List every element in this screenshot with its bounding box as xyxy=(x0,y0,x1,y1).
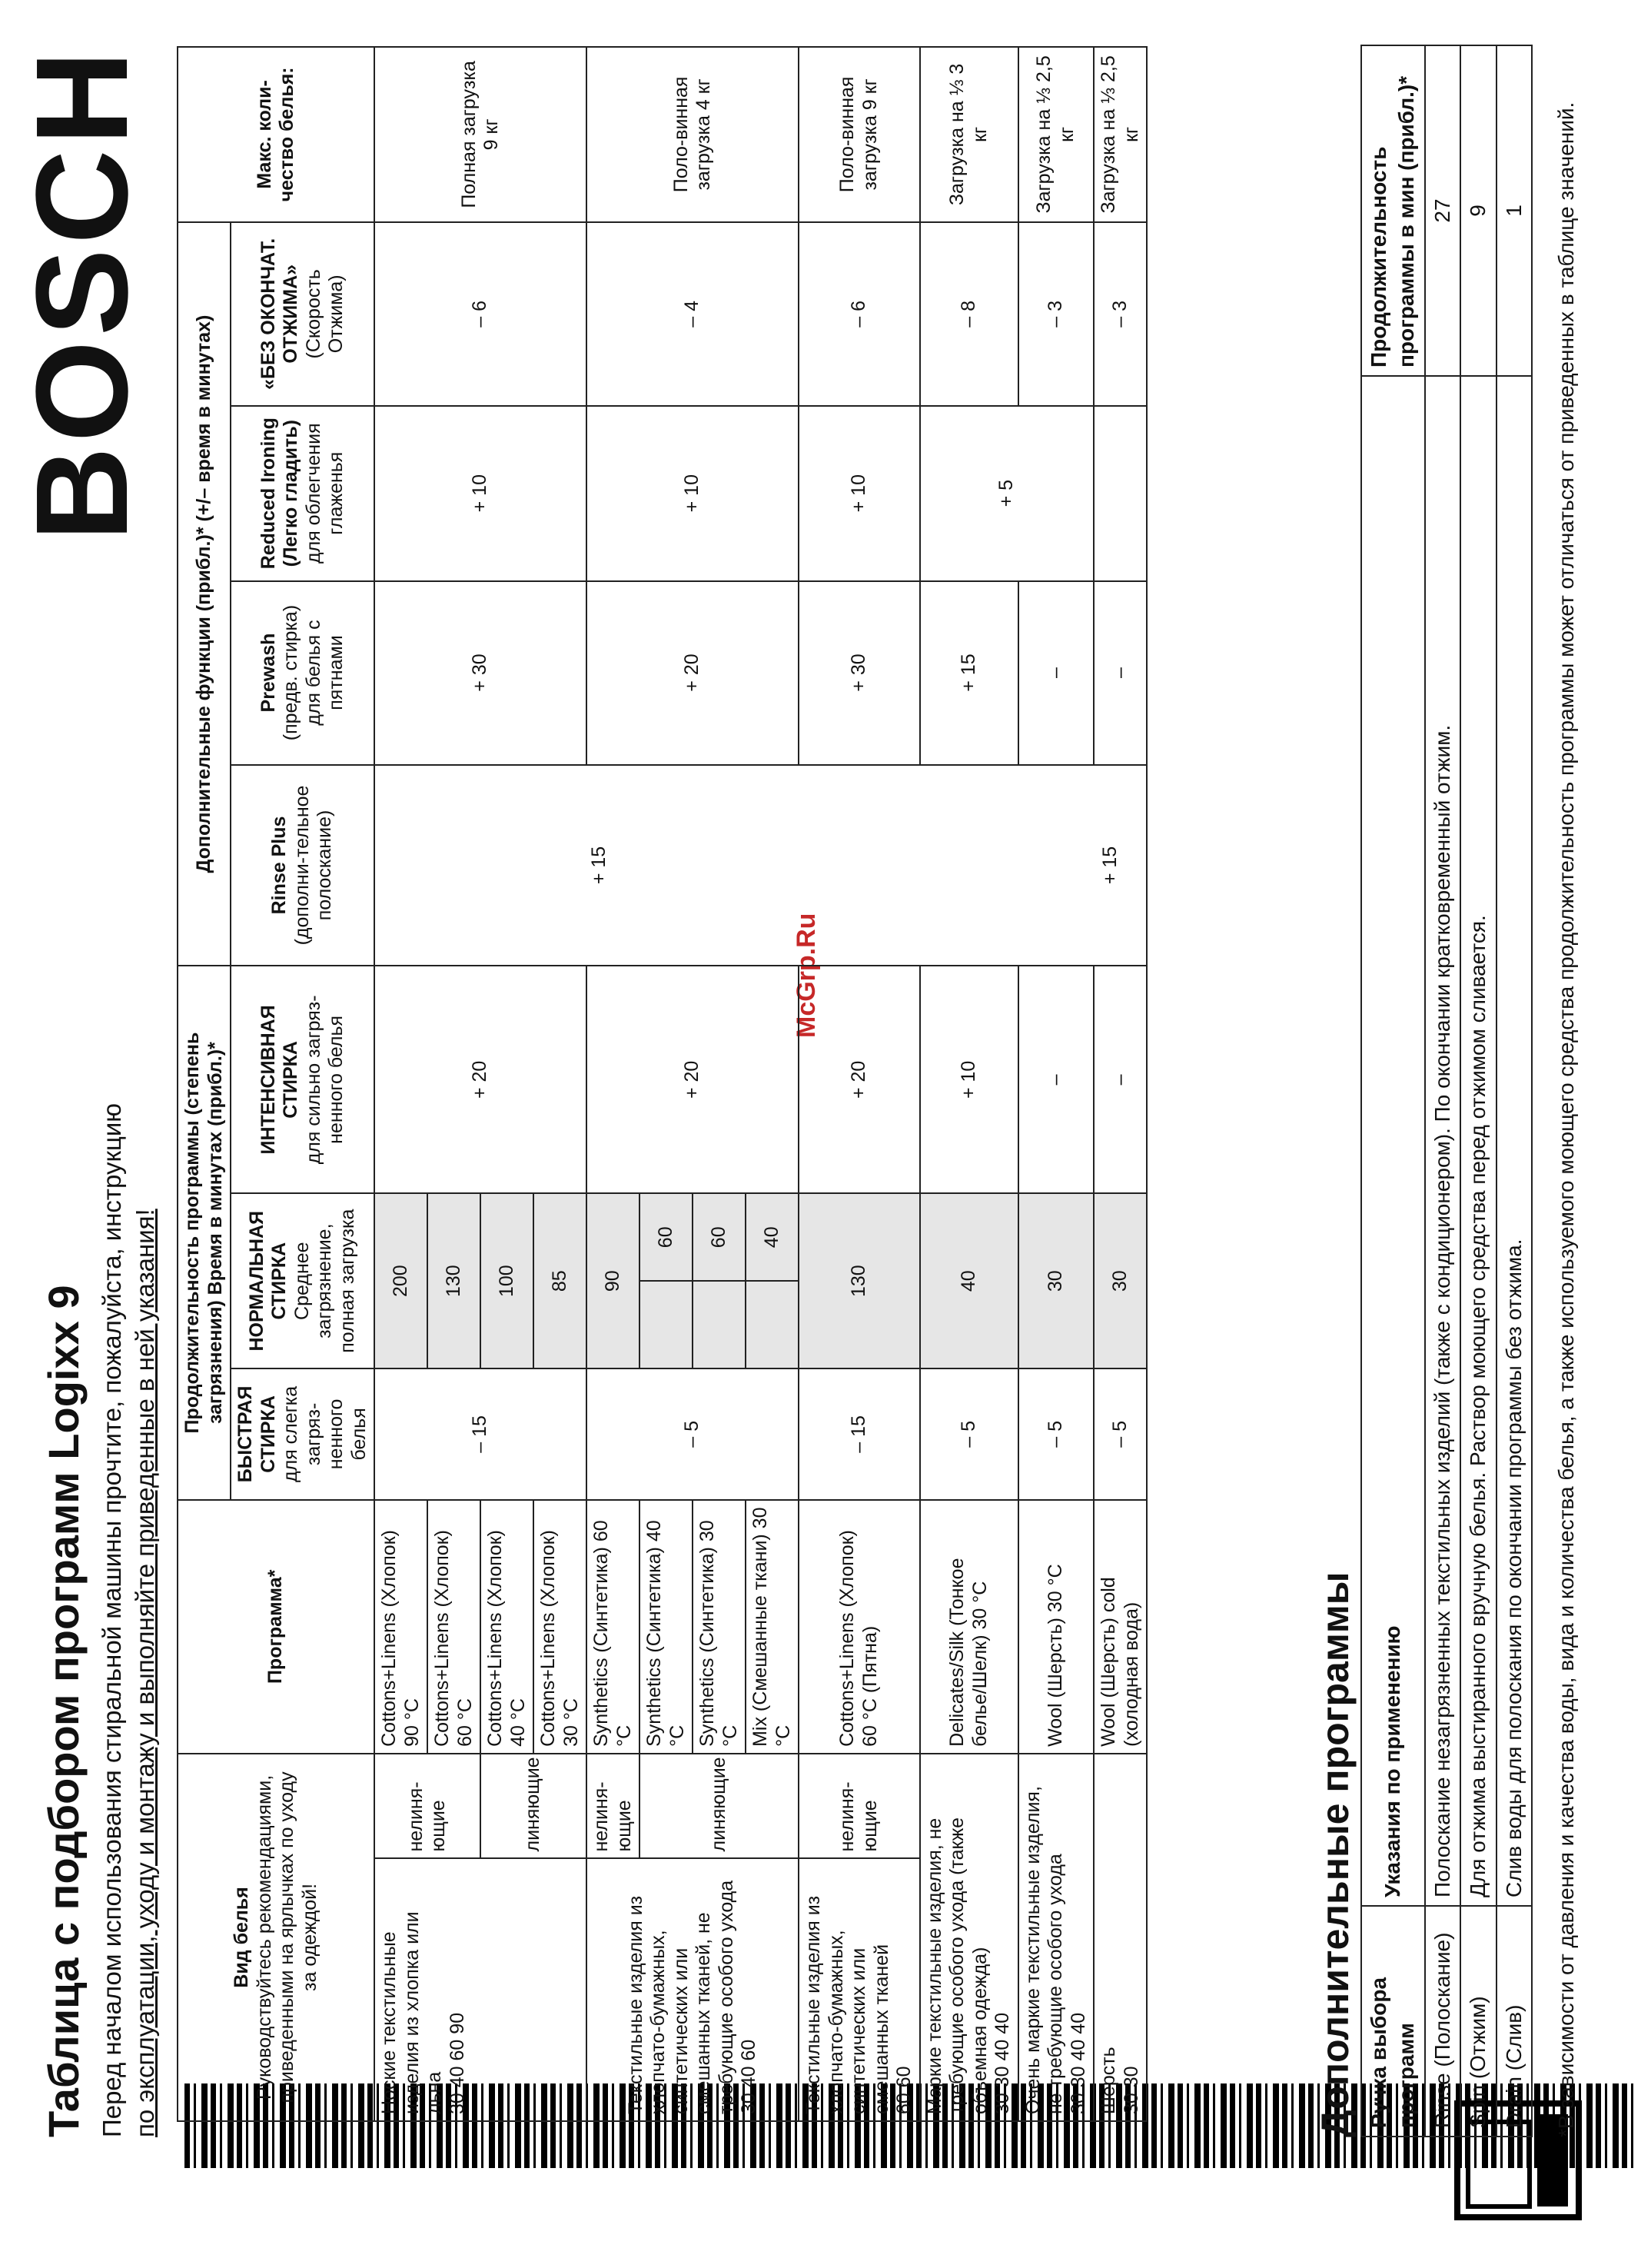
no-spin-value: – 3 xyxy=(1094,222,1147,406)
load-value: Поло-винная загрузка 9 кг xyxy=(799,47,920,222)
normal-value: 200 xyxy=(374,1193,427,1368)
load-value: Поло-винная загрузка 4 кг xyxy=(586,47,799,222)
table-row xyxy=(1425,45,1460,2137)
extra-program-note: Слив воды для полоскания по окончании программы без отжима. xyxy=(1497,376,1532,1906)
program-synthetics-60: Synthetics (Синтетика) 60 °C xyxy=(586,1500,639,1754)
fabric-cotton: Ноские текстильные изделия из хлопка или льна 30 40 60 90 xyxy=(374,1859,586,2122)
quick-value: – 5 xyxy=(1094,1368,1147,1500)
program-wool-30: Wool (Шерсть) 30 °C xyxy=(1018,1500,1095,1754)
table-row xyxy=(1460,45,1496,2137)
extra-program-note: Полоскание незагрязненных текстильных изделий (также с кондиционером). По окончании кратковременный отжим. xyxy=(1425,376,1460,1906)
intro-line-1: Перед началом использования стиральной машины прочтите, пожалуйста, инструкцию xyxy=(98,1102,126,2137)
care-symbols-mixed: 60 60 xyxy=(893,2066,915,2114)
normal-value: 60 xyxy=(639,1193,693,1281)
prewash-value: + 15 xyxy=(920,581,1018,765)
prewash-value: – xyxy=(1094,581,1147,765)
brand-logo: BOSCH xyxy=(9,46,155,541)
care-symbols-wool: 30 30 40 40 xyxy=(1067,2012,1089,2114)
colorfast-label: нелиня-ющие xyxy=(374,1754,480,1859)
intensive-value: + 20 xyxy=(374,966,586,1193)
no-spin-value: – 8 xyxy=(920,222,1018,406)
normal-value: 90 xyxy=(586,1193,639,1368)
normal-header: НОРМАЛЬНАЯ СТИРКА Среднее загрязнение, полная загрузка xyxy=(231,1193,374,1368)
extra-program-minutes: 1 xyxy=(1497,45,1532,376)
care-symbols-synthetic: 30 40 60 xyxy=(738,2039,759,2114)
prewash-header: Prewash (предв. стирка) для белья с пятнами xyxy=(231,581,374,765)
fabric-delicate: Маркие текстильные изделия, не требующие особого ухода (также объемная одежда) 30 30 40 40 xyxy=(920,1754,1018,2121)
no-spin-value: – 6 xyxy=(374,222,586,406)
extra-program-name: Spin (Отжим) xyxy=(1460,1906,1496,2137)
duration-header: Продолжительность программы (степень загрязнения) Время в минутах (прибл.)* xyxy=(178,966,231,1499)
extra-program-note: Для отжима выстиранного вручную белья. Раствор моющего средства перед отжимом сливается. xyxy=(1460,376,1496,1906)
intensive-value: – xyxy=(1018,966,1095,1193)
normal-value: 130 xyxy=(427,1193,480,1368)
care-symbols-delicate: 30 30 40 40 xyxy=(992,2012,1013,2114)
reduced-ironing-header: Reduced Ironing (Легко гладить) для облегчения глаженья xyxy=(231,406,374,581)
table-row xyxy=(1497,45,1532,2137)
ironing-value-empty xyxy=(1094,406,1147,581)
prewash-value: + 20 xyxy=(586,581,799,765)
no-spin-value: – 3 xyxy=(1018,222,1095,406)
program-synthetics-40: Synthetics (Синтетика) 40 °C xyxy=(639,1500,693,1754)
fabric-wool-2: Шерсть 30 30 xyxy=(1094,1754,1147,2121)
intensive-value: + 10 xyxy=(920,966,1018,1193)
intro-text xyxy=(96,715,162,2137)
load-header: Макс. коли-чество белья: xyxy=(178,47,374,222)
extra-col-note: Указания по применению xyxy=(1361,376,1425,1906)
table-row xyxy=(1018,47,1095,2121)
normal-value: 130 xyxy=(799,1193,920,1368)
extra-col-duration: Продолжительность программы в мин (прибл.)* xyxy=(1361,45,1425,376)
extra-program-name: Rinse (Полоскание) xyxy=(1425,1906,1460,2137)
ironing-value: + 5 xyxy=(920,406,1095,581)
program-wool-cold: Wool (Шерсть) cold (холодная вода) xyxy=(1094,1500,1147,1754)
quick-header: БЫСТРАЯ СТИРКА для слегка загряз-ненного белья xyxy=(231,1368,374,1500)
extra-programs-title: Дополнительные программы xyxy=(1314,1571,1357,2137)
quick-value: – 15 xyxy=(374,1368,586,1500)
program-cotton-40: Cottons+Linens (Хлопок) 40 °C xyxy=(480,1500,533,1754)
rinse-plus-cell: + 15 + 15 xyxy=(374,765,1147,966)
program-cotton-60-stains: Cottons+Linens (Хлопок) 60 °C (Пятна) xyxy=(799,1500,920,1754)
intensive-header: ИНТЕНСИВНАЯ СТИРКА для сильно загряз-ненного белья xyxy=(231,966,374,1193)
normal-value: 40 xyxy=(920,1193,1018,1368)
program-cotton-60: Cottons+Linens (Хлопок) 60 °C xyxy=(427,1500,480,1754)
colorfast-label: нелиня-ющие xyxy=(799,1754,920,1859)
page-title: Таблица с подбором программ Logixx 9 xyxy=(39,1285,88,2137)
fabric-synthetic: Текстильные изделия из хлопчато-бумажных, синтетических или смешанных тканей, не требующие особого ухода 30 40 60 xyxy=(586,1859,799,2122)
table-row xyxy=(1094,47,1147,2121)
quick-value: – 5 xyxy=(920,1368,1018,1500)
table-row xyxy=(586,47,639,2121)
normal-value: 60 xyxy=(693,1193,746,1281)
extra-program-minutes: 27 xyxy=(1425,45,1460,376)
load-value: Полная загрузка 9 кг xyxy=(374,47,586,222)
normal-value: 100 xyxy=(480,1193,533,1368)
rinse-plus-header: Rinse Plus (дополни-тельное полоскание) xyxy=(231,765,374,966)
table-row xyxy=(799,47,920,2121)
colorfast-label: нелиня-ющие xyxy=(586,1754,639,1859)
program-delicates-silk: Delicates/Silk (Тонкое белье/Шелк) 30 °C xyxy=(920,1500,1018,1754)
program-cotton-30: Cottons+Linens (Хлопок) 30 °C xyxy=(533,1500,586,1754)
extra-program-name: Drain (Слив) xyxy=(1497,1906,1532,2137)
fading-label: линяющие xyxy=(639,1754,799,1859)
intensive-value: + 20 xyxy=(586,966,799,1193)
fabric-mixed: Текстильные изделия из хлопчато-бумажных, синтетических или смешанных тканей 60 60 xyxy=(799,1859,920,2122)
extra-col-dial: Ручка выбора программ xyxy=(1361,1906,1425,2137)
load-value: Загрузка на ⅓ 3 кг xyxy=(920,47,1018,222)
care-symbols-wool-2: 30 30 xyxy=(1120,2066,1142,2114)
ironing-value: + 10 xyxy=(586,406,799,581)
extra-functions-header: Дополнительные функции (прибл.)* (+/– время в минутах) xyxy=(178,222,231,966)
intensive-value: – xyxy=(1094,966,1147,1193)
ironing-value: + 10 xyxy=(799,406,920,581)
prewash-value: + 30 xyxy=(374,581,586,765)
load-value: Загрузка на ⅓ 2,5 кг xyxy=(1018,47,1095,222)
intensive-value: + 20 xyxy=(799,966,920,1193)
quick-value: – 5 xyxy=(586,1368,799,1500)
no-spin-header: «БЕЗ ОКОНЧАТ. ОТЖИМА» (Скорость Отжима) xyxy=(231,222,374,406)
extra-programs-table xyxy=(1360,45,1533,2137)
normal-value: 30 xyxy=(1094,1193,1147,1368)
rotated-sheet xyxy=(9,31,1637,2253)
prewash-value: – xyxy=(1018,581,1095,765)
table-row xyxy=(374,47,427,2121)
normal-value: 85 xyxy=(533,1193,586,1368)
fabric-header: Вид белья Руководствуйтесь рекомендациями, приведенными на ярлычках по уходу за одеждой! xyxy=(178,1754,374,2121)
program-synthetics-30: Synthetics (Синтетика) 30 °C xyxy=(693,1500,746,1754)
watermark: McGrp.Ru xyxy=(792,913,821,1038)
program-mix-30: Mix (Смешанные ткани) 30 °C xyxy=(746,1500,799,1754)
footnote: *В зависимости от давления и качества воды, вида и количества белья, а также используемого моющего средства продолжительность программы может отличаться от приведенных в таблице значений. xyxy=(1554,101,1578,2137)
load-value: Загрузка на ⅓ 2,5 кг xyxy=(1094,47,1147,222)
ironing-value: + 10 xyxy=(374,406,586,581)
intro-line-2: по эксплуатации, уходу и монтажу и выполняйте приведенные в ней указания! xyxy=(130,1209,159,2137)
normal-value: 40 xyxy=(746,1193,799,1281)
fabric-wool: Очень маркие текстильные изделия, не требующие особого ухода 30 30 40 40 xyxy=(1018,1754,1095,2121)
quick-value: – 5 xyxy=(1018,1368,1095,1500)
no-spin-value: – 6 xyxy=(799,222,920,406)
normal-value: 30 xyxy=(1018,1193,1095,1368)
program-cotton-90: Cottons+Linens (Хлопок) 90 °C xyxy=(374,1500,427,1754)
program-table xyxy=(177,46,1148,2122)
prewash-value: + 30 xyxy=(799,581,920,765)
quick-value: – 15 xyxy=(799,1368,920,1500)
header-row-1 xyxy=(178,47,231,2121)
table-row xyxy=(920,47,1018,2121)
care-symbols-cotton: 30 40 60 90 xyxy=(446,2012,468,2114)
extra-program-minutes: 9 xyxy=(1460,45,1496,376)
program-header: Программа* xyxy=(178,1500,374,1754)
no-spin-value: – 4 xyxy=(586,222,799,406)
fading-label: линяющие xyxy=(480,1754,586,1859)
